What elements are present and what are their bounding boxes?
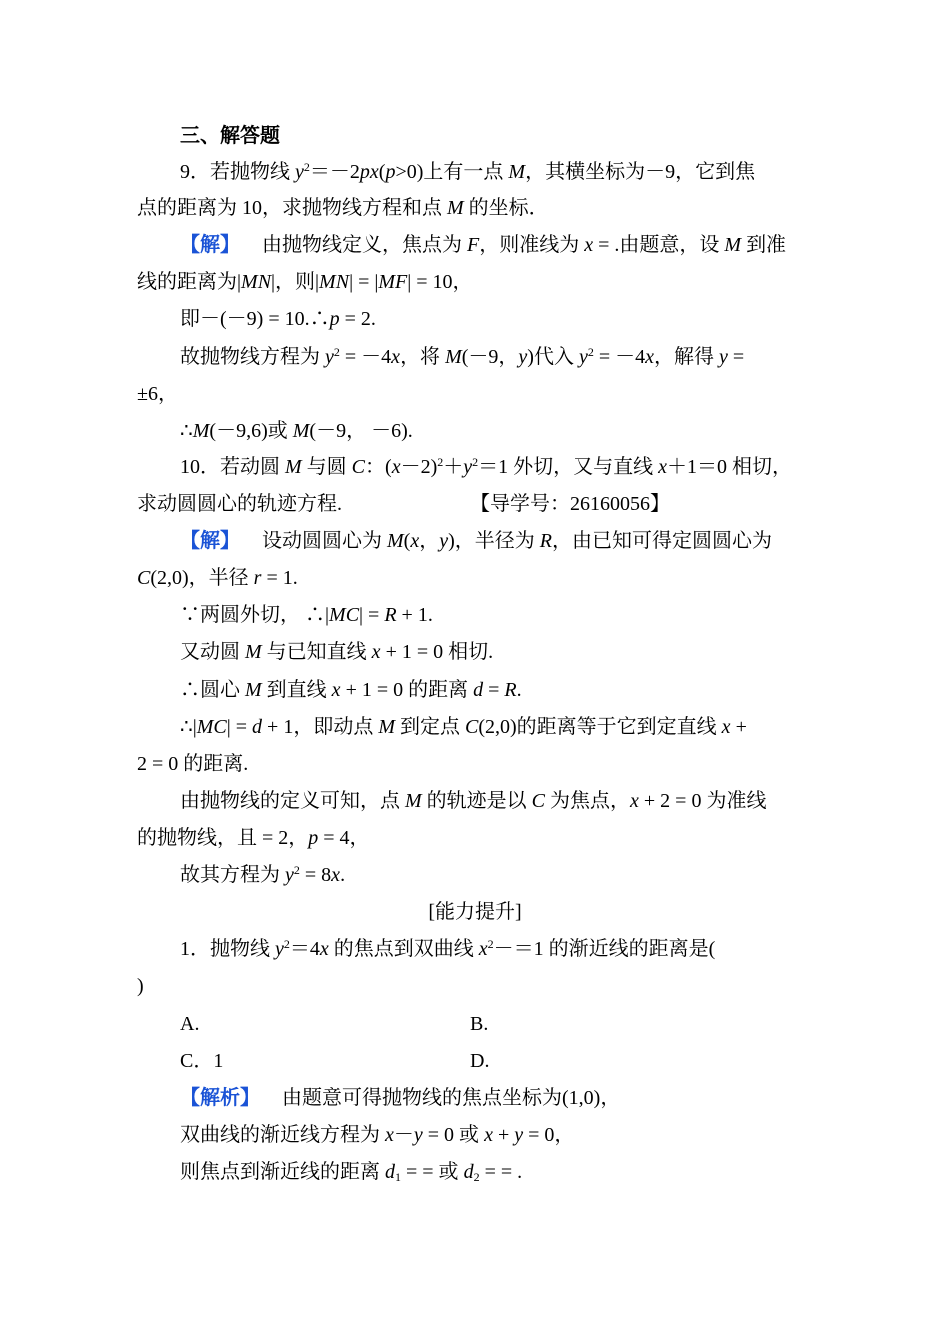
q9-solution-3: 即－(－9) = 10.∴p = 2. (180, 308, 376, 330)
q10-solution-3: ∵两圆外切， ∴|MC| = R + 1. (180, 604, 433, 626)
p1-solution-2: 双曲线的渐近线方程为 x－y = 0 或 x + y = 0， (180, 1124, 575, 1146)
solution-tag: 【解】 (180, 530, 240, 552)
option-b: B. (470, 1013, 489, 1035)
q9-solution-6: ∴M(－9,6)或 M(－9， －6). (180, 420, 413, 442)
q10-solution-5: ∴圆心 M 到直线 x + 1 = 0 的距离 d = R. (180, 679, 522, 701)
analysis-tag: 【解析】 (180, 1087, 260, 1109)
q9-solution-5: ±6， (137, 383, 178, 405)
q10-solution-10: 故其方程为 $y^2 = 8x$. (180, 863, 346, 886)
q9-solution-1: 【解】 由抛物线定义，焦点为 F，则准线为 x = .由题意，设 M 到准 (180, 234, 787, 256)
q10-solution-1: 【解】 设动圆圆心为 M(x，y)，半径为 R，由已知可得定圆圆心为 (180, 530, 773, 552)
q9-line-2: 点的距离为 10，求抛物线方程和点 M 的坐标． (137, 197, 549, 219)
q10-solution-7: 2 = 0 的距离. (137, 753, 249, 775)
option-c: C．1 (180, 1050, 224, 1072)
p1-line-2: ) (137, 975, 144, 997)
section-title: 三、解答题 (180, 125, 280, 147)
p1-line-1: 1．抛物线 $y^2=4x$ 的焦点到双曲线 $x^2-=1$ 的渐近线的距离是( (180, 937, 716, 960)
q10-solution-2: C(2,0)，半径 r = 1. (137, 567, 298, 589)
q9-solution-4: 故抛物线方程为 $y^2 = -4x$，将 M(－9，y)代入 $y^2 = -4x$，解得 y = (180, 345, 745, 368)
guide-number: 【导学号：26160056】 (470, 493, 670, 515)
q9-line-1: 9．若抛物线 $y^2=-2px(p>0)$上有一点 M，其横坐标为－9，它到焦 (180, 160, 756, 183)
solution-tag: 【解】 (180, 234, 240, 256)
option-d: D. (470, 1050, 490, 1072)
q10-solution-6: ∴|MC| = d + 1，即动点 M 到定点 C(2,0)的距离等于它到定直线 x + (180, 716, 747, 738)
q10-line-1: 10．若动圆 M 与圆 C：$(x-2)^2+y^2=1$ 外切，又与直线 x＋1＝0 相切， (180, 455, 793, 478)
q10-line-2: 求动圆圆心的轨迹方程. (137, 493, 342, 515)
q10-solution-4: 又动圆 M 与已知直线 x + 1 = 0 相切. (180, 641, 494, 663)
q9-solution-2: 线的距离为|MN|，则|MN| = |MF| = 10， (137, 271, 473, 293)
option-a: A. (180, 1013, 200, 1035)
p1-solution-1: 【解析】 由题意可得抛物线的焦点坐标为(1,0)， (180, 1087, 621, 1109)
q10-solution-9: 的抛物线，且 = 2，p = 4， (137, 827, 370, 849)
ability-title: [能力提升] (428, 901, 522, 923)
q10-solution-8: 由抛物线的定义可知，点 M 的轨迹是以 C 为焦点，x + 2 = 0 为准线 (180, 790, 767, 812)
p1-solution-3: 则焦点到渐近线的距离 $d_1$ = = 或 $d_2$ = = . (180, 1161, 523, 1184)
